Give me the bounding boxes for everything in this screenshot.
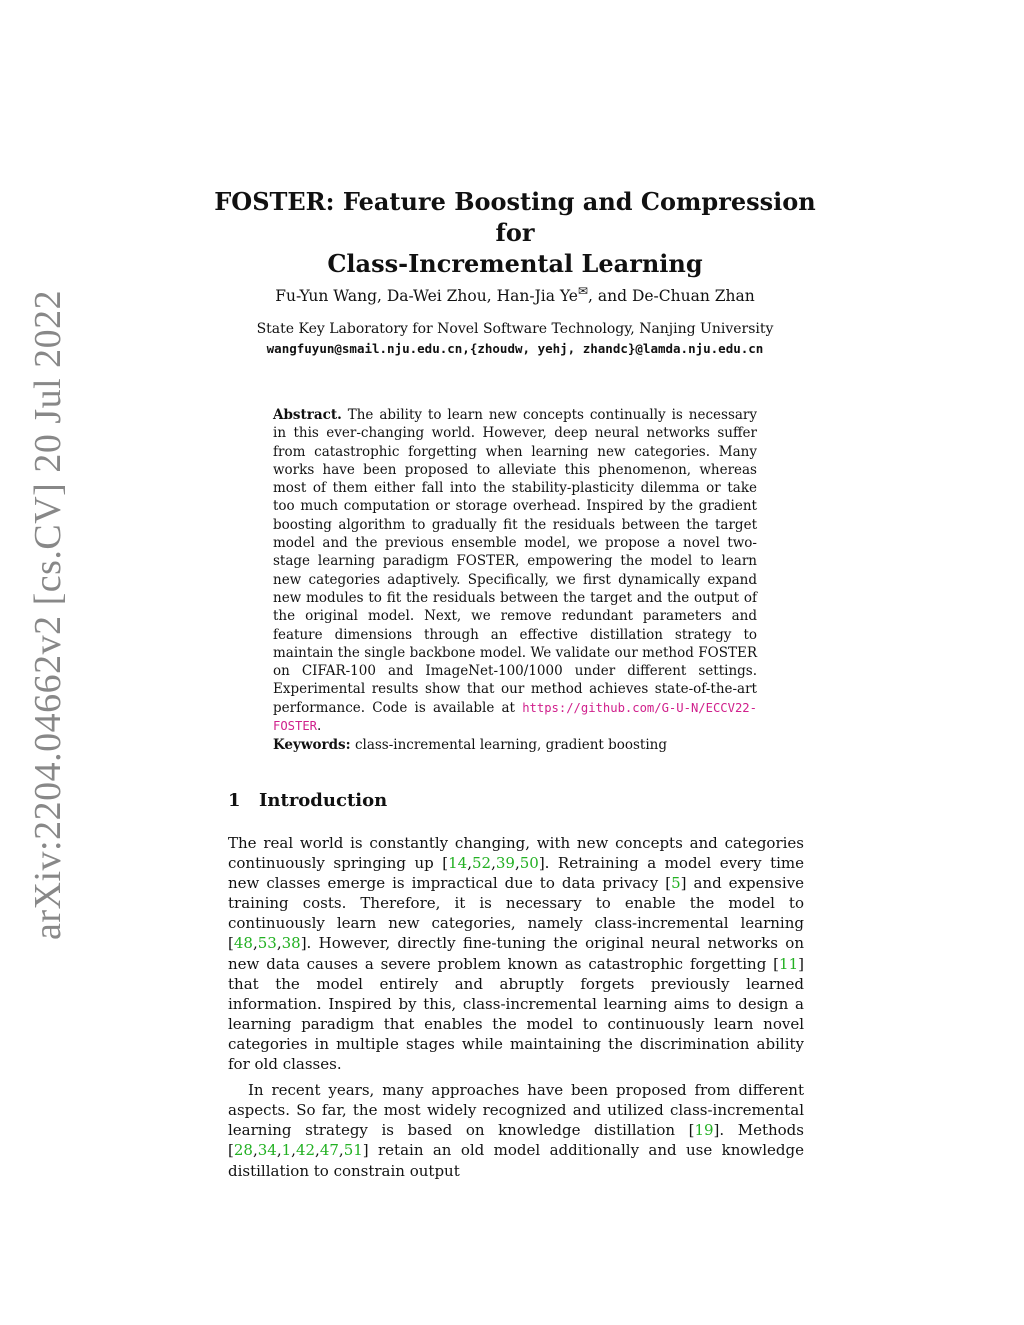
- affiliation: State Key Laboratory for Novel Software Technology, Nanjing University: [256, 321, 774, 337]
- abstract-label: Abstract.: [273, 407, 342, 423]
- text-run: ]. Methods [: [228, 1121, 804, 1160]
- text-run: ]. Retraining a model every time new classes emerge is impractical due to data privacy [: [228, 854, 804, 893]
- introduction-body: [228, 833, 804, 1181]
- title-line-1: FOSTER: Feature Boosting and Compression for: [214, 187, 816, 247]
- text-run: ] and expensive training costs. Therefore, it is necessary to enable the model to continuously learn new categories, namely class-incremental learning [: [228, 874, 804, 953]
- citation-link[interactable]: 53: [257, 934, 277, 953]
- author-list: [200, 284, 830, 305]
- title-line-2: Class-Incremental Learning: [327, 249, 703, 278]
- citation-link[interactable]: 5: [671, 874, 681, 893]
- citation-link[interactable]: 14: [448, 854, 468, 873]
- citation-link[interactable]: 50: [519, 854, 539, 873]
- section-title: Introduction: [259, 790, 388, 811]
- text-run: ] retain an old model additionally and use knowledge distillation to constrain output: [228, 1141, 804, 1180]
- paragraph-2: In recent years, many approaches have been proposed from different aspects. So far, the most widely recognized and utilized class-incremental learning strategy is based on knowledge distillation [19]. Methods [28,34,1,42,47,51] retain an old model additionally and use knowledge distillation to constrain output: [228, 1081, 804, 1180]
- citation-link[interactable]: 34: [257, 1141, 277, 1160]
- citation-link[interactable]: 19: [694, 1121, 714, 1140]
- text-run: ]. However, directly fine-tuning the original neural networks on new data causes a severe problem known as catastrophic forgetting [: [228, 934, 804, 973]
- section-heading: [228, 790, 387, 811]
- citation-link[interactable]: 48: [233, 934, 253, 953]
- author-emails: wangfuyun@smail.nju.edu.cn,{zhoudw, yehj, zhandc}@lamda.nju.edu.cn: [266, 341, 764, 356]
- citation-link[interactable]: 38: [281, 934, 301, 953]
- code-link[interactable]: https://github.com/G-U-N/ECCV22-FOSTER: [273, 700, 757, 734]
- authors-tail: , and De-Chuan Zhan: [588, 287, 755, 306]
- text-run: ] that the model entirely and abruptly forgets previously learned information. Inspired by this, class-incremental learning aims to design a learning paradigm that enables the model to continuously learn novel categories in multiple stages while maintaining the discrimination ability for old classes.: [228, 954, 804, 1074]
- abstract: Abstract. The ability to learn new concepts continually is necessary in this ever-changing world. However, deep neural networks suffer from catastrophic forgetting when learning new categories. Many works have been proposed to alleviate this phenomenon, whereas most of them either fall into the stability-plasticity dilemma or take too much computation or storage overhead. Inspired by the gradient boosting algorithm to gradually fit the residuals between the target model and the previous ensemble model, we propose a novel two-stage learning paradigm FOSTER, empowering the model to learn new categories adaptively. Specifically, we first dynamically expand new modules to fit the residuals between the target and the output of the original model. Next, we remove redundant parameters and feature dimensions through an effective distillation strategy to maintain the single backbone model. We validate our method FOSTER on CIFAR-100 and ImageNet-100/1000 under different settings. Experimental results show that our method achieves state-of-the-art performance. Code is available at https://github.com/G-U-N/ECCV22-FOSTER.: [273, 407, 757, 735]
- citation-link[interactable]: 52: [471, 854, 492, 873]
- text-run: In recent years, many approaches have been proposed from different aspects. So far, the most widely recognized and utilized class-incremental learning strategy is based on knowledge distillation [: [228, 1081, 804, 1140]
- authors-main: Fu-Yun Wang, Da-Wei Zhou, Han-Jia Ye: [275, 287, 578, 306]
- keywords: [273, 737, 757, 753]
- citation-link[interactable]: 47: [319, 1141, 339, 1160]
- paper-title: [200, 186, 830, 279]
- text-run: The real world is constantly changing, with new concepts and categories continuously springing up [: [228, 834, 804, 873]
- affiliation-block: [200, 320, 830, 358]
- paragraph-1: The real world is constantly changing, with new concepts and categories continuously springing up [14,52,39,50]. Retraining a model every time new classes emerge is impractical due to data privacy [5] and expensive training costs. Therefore, it is necessary to enable the model to continuously learn new categories, namely class-incremental learning [48,53,38]. However, directly fine-tuning the original neural networks on new data causes a severe problem known as catastrophic forgetting [11] that the model entirely and abruptly forgets previously learned information. Inspired by this, class-incremental learning aims to design a learning paradigm that enables the model to continuously learn novel categories in multiple stages while maintaining the discrimination ability for old classes.: [228, 834, 804, 1074]
- citation-link[interactable]: 11: [779, 954, 799, 973]
- citation-link[interactable]: 39: [495, 854, 515, 873]
- citation-link[interactable]: 28: [233, 1141, 253, 1160]
- envelope-icon: ✉: [577, 284, 589, 298]
- keywords-label: Keywords:: [273, 737, 351, 753]
- citation-link[interactable]: 51: [343, 1141, 363, 1160]
- arxiv-identifier: arXiv:2204.04662v2 [cs.CV] 20 Jul 2022: [27, 289, 69, 940]
- citation-link[interactable]: 1: [281, 1141, 292, 1160]
- citation-link[interactable]: 42: [295, 1141, 316, 1160]
- abstract-text: The ability to learn new concepts continually is necessary in this ever-changing world. However, deep neural networks suffer from catastrophic forgetting when learning new categories. Many works have been proposed to alleviate this phenomenon, whereas most of them either fall into the stability-plasticity dilemma or take too much computation or storage overhead. Inspired by the gradient boosting algorithm to gradually fit the residuals between the target model and the previous ensemble model, we propose a novel two-stage learning paradigm FOSTER, empowering the model to learn new categories adaptively. Specifically, we first dynamically expand new modules to fit the residuals between the target and the output of the original model. Next, we remove redundant parameters and feature dimensions through an effective distillation strategy to maintain the single backbone model. We validate our method FOSTER on CIFAR-100 and ImageNet-100/1000 under different settings. Experimental results show that our method achieves state-of-the-art performance. Code is available at: [273, 407, 757, 716]
- section-number: 1: [228, 790, 241, 811]
- keywords-text: class-incremental learning, gradient boosting: [354, 737, 668, 753]
